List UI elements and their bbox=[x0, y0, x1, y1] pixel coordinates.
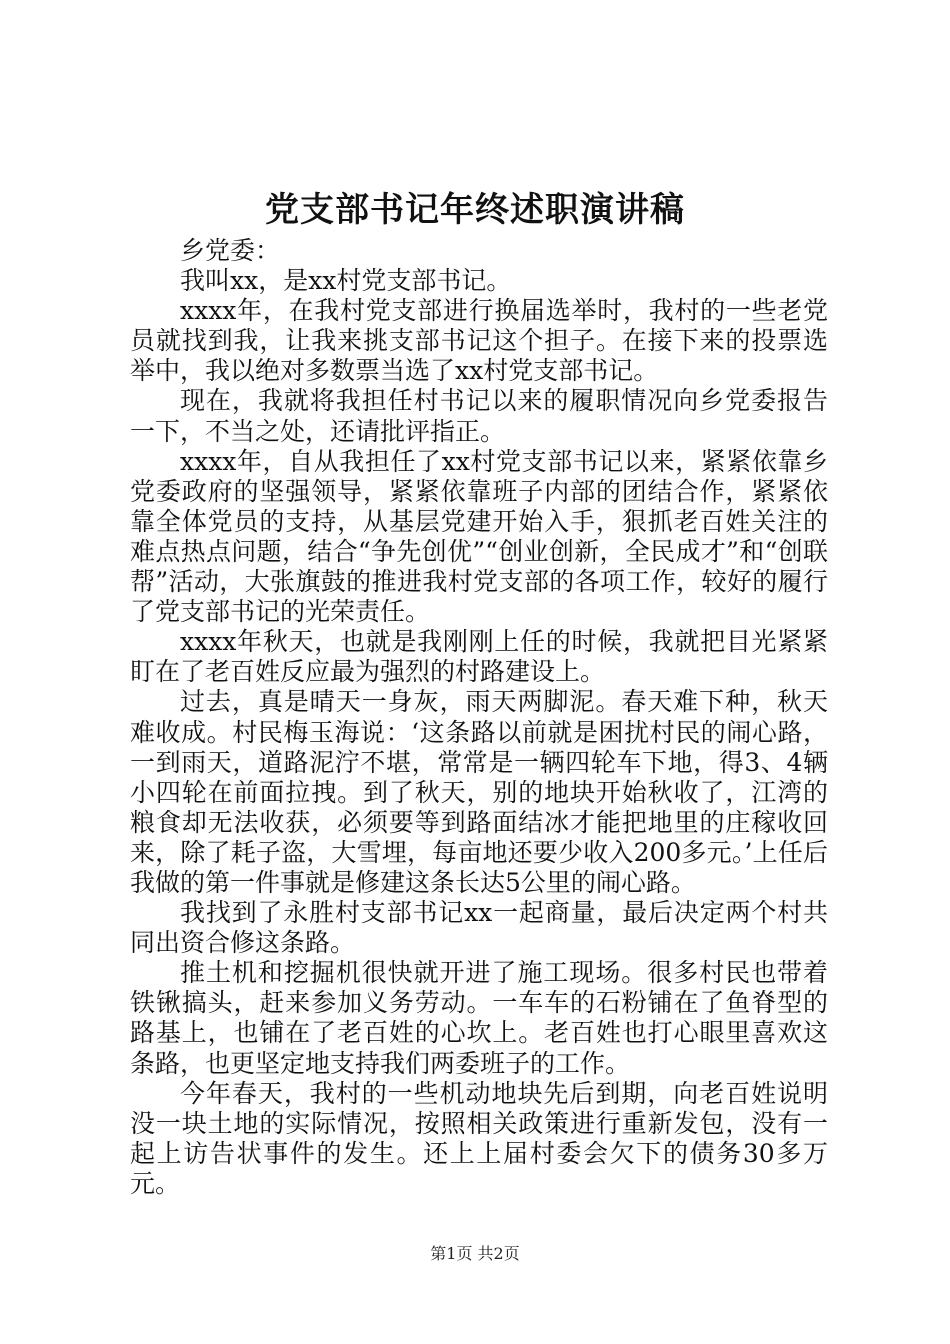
paragraph: 我找到了永胜村支部书记xx一起商量，最后决定两个村共同出资合修这条路。 bbox=[130, 898, 828, 958]
paragraph: 推土机和挖掘机很快就开进了施工现场。很多村民也带着铁锹搞头，赶来参加义务劳动。一车车的石粉铺在了鱼脊型的路基上，也铺在了老百姓的心坎上。老百姓也打心眼里喜欢这条路，也更坚定地支持我们两委班子的工作。 bbox=[130, 958, 828, 1078]
page-number-footer: 第1页 共2页 bbox=[430, 1244, 520, 1263]
paragraph: 现在，我就将我担任村书记以来的履职情况向乡党委报告一下，不当之处，还请批评指正。 bbox=[130, 386, 828, 446]
paragraph: 过去，真是晴天一身灰，雨天两脚泥。春天难下种，秋天难收成。村民梅玉海说：‘这条路以前就是困扰村民的闹心路，一到雨天，道路泥泞不堪，常常是一辆四轮车下地，得3、4辆小四轮在前面拉拽。到了秋天，别的地块开始秋收了，江湾的粮食却无法收获，必须要等到路面结冰才能把地里的庄稼收回来，除了耗子盗，大雪埋，每亩地还要少收入200多元。’上任后我做的第一件事就是修建这条长达5公里的闹心路。 bbox=[130, 687, 828, 897]
paragraph: 我叫xx，是xx村党支部书记。 bbox=[180, 266, 512, 296]
paragraph-salutation: 乡党委： bbox=[180, 236, 281, 265]
paragraph: xxxx年，自从我担任了xx村党支部书记以来，紧紧依靠乡党委政府的坚强领导，紧紧依靠班子内部的团结合作，紧紧依靠全体党员的支持，从基层党建开始入手，狠抓老百姓关注的难点热点问题，结合“争先创优”“创业创新，全民成才”和“创联帮”活动，大张旗鼓的推进我村党支部的各项工作，较好的履行了党支部书记的光荣责任。 bbox=[130, 446, 828, 627]
document-body bbox=[130, 236, 828, 1199]
paragraph: 今年春天，我村的一些机动地块先后到期，向老百姓说明没一块土地的实际情况，按照相关政策进行重新发包，没有一起上访告状事件的发生。还上上届村委会欠下的债务30多万元。 bbox=[130, 1078, 828, 1198]
document-title: 党支部书记年终述职演讲稿 bbox=[265, 190, 685, 230]
paragraph: xxxx年，在我村党支部进行换届选举时，我村的一些老党员就找到我，让我来挑支部书记这个担子。在接下来的投票选举中，我以绝对多数票当选了xx村党支部书记。 bbox=[130, 296, 828, 386]
paragraph: xxxx年秋天，也就是我刚刚上任的时候，我就把目光紧紧盯在了老百姓反应最为强烈的村路建设上。 bbox=[130, 627, 828, 687]
